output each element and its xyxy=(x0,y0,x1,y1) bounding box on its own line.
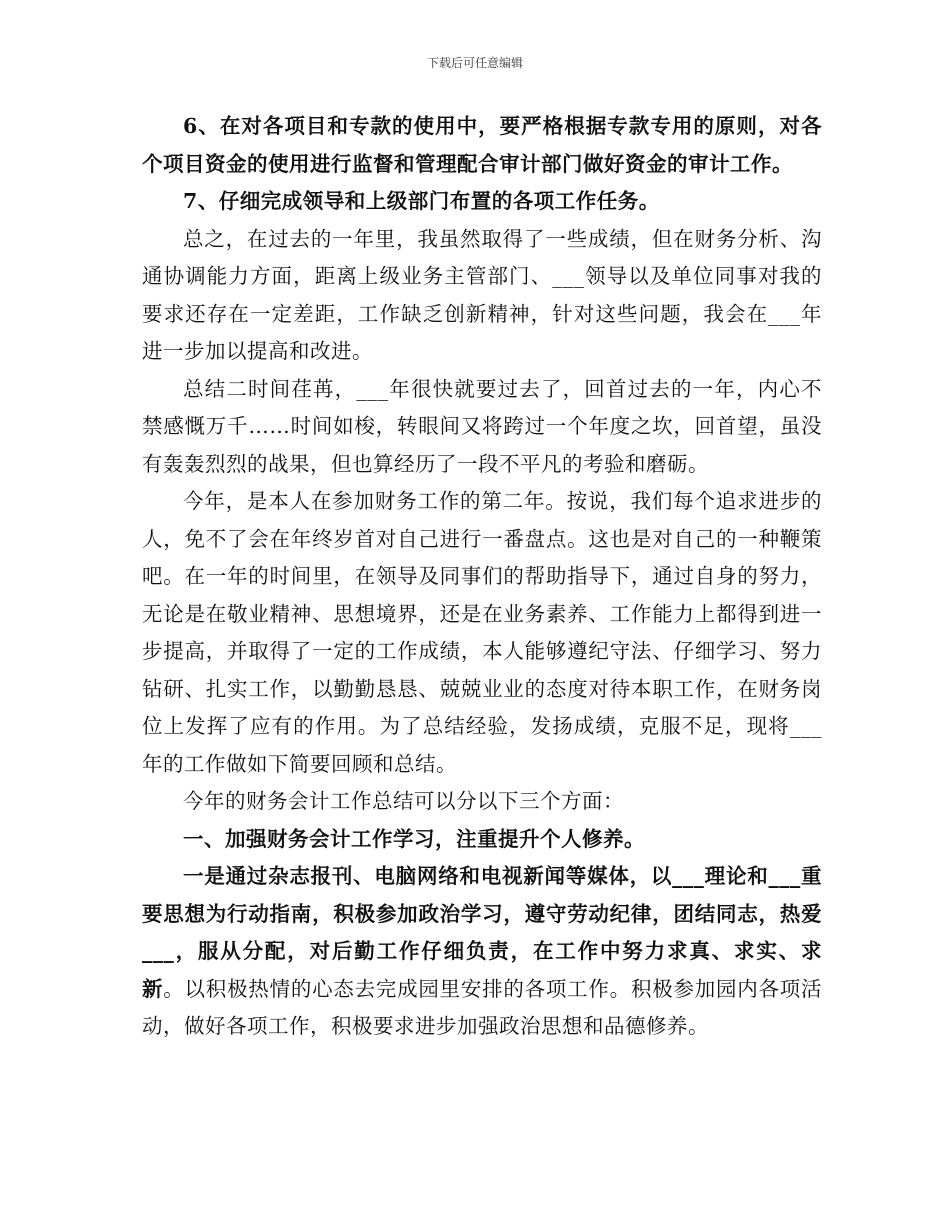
paragraph-item-7: 7、仔细完成领导和上级部门布置的各项工作任务。 xyxy=(183,189,660,213)
first-point-bold: 一是通过杂志报刊、电脑网络和电视新闻等媒体，以___理论和___重要思想为行动指南，积极参加政治学习，遵守劳动纪律，团结同志，热爱___，服从分配，对后勤工作仔细负责，在工作中努力求真、求实、求新 xyxy=(142,864,822,1001)
paragraph-item-6: 6、在对各项目和专款的使用中，要严格根据专款专用的原则，对各个项目资金的使用进行监督和管理配合审计部门做好资金的审计工作。 xyxy=(142,114,822,176)
first-point-rest: 。以积极热情的心态去完成园里安排的各项工作。积极参加园内各项活动，做好各项工作，积极要求进步加强政治思想和品德修养。 xyxy=(142,976,823,1038)
paragraph-summary-two: 总结二时间荏苒，___年很快就要过去了，回首过去的一年，内心不禁感慨万千……时间如梭，转眼间又将跨过一个年度之坎，回首望，虽没有轰轰烈烈的战果，但也算经历了一段不平凡的考验和磨砺。 xyxy=(142,376,822,476)
paragraph-summary: 总之，在过去的一年里，我虽然取得了一些成绩，但在财务分析、沟通协调能力方面，距离上级业务主管部门、___领导以及单位同事对我的要求还存在一定差距，工作缺乏创新精神，针对这些问题，我会在___年进一步加以提高和改进。 xyxy=(142,226,822,363)
header-note: 下载后可任意编辑 xyxy=(426,56,523,70)
paragraph-three-aspects: 今年的财务会计工作总结可以分以下三个方面： xyxy=(183,789,624,813)
document-body xyxy=(142,108,822,1046)
paragraph-this-year: 今年，是本人在参加财务工作的第二年。按说，我们每个追求进步的人，免不了会在年终岁首对自己进行一番盘点。这也是对自己的一种鞭策吧。在一年的时间里，在领导及同事们的帮助指导下，通过自身的努力，无论是在敬业精神、思想境界，还是在业务素养、工作能力上都得到进一步提高，并取得了一定的工作成绩，本人能够遵纪守法、仔细学习、努力钻研、扎实工作，以勤勤恳恳、兢兢业业的态度对待本职工作，在财务岗位上发挥了应有的作用。为了总结经验，发扬成绩，克服不足，现将___年的工作做如下简要回顾和总结。 xyxy=(142,489,822,776)
section-heading-one: 一、加强财务会计工作学习，注重提升个人修养。 xyxy=(183,826,645,851)
paragraph-first-point xyxy=(142,858,822,1046)
